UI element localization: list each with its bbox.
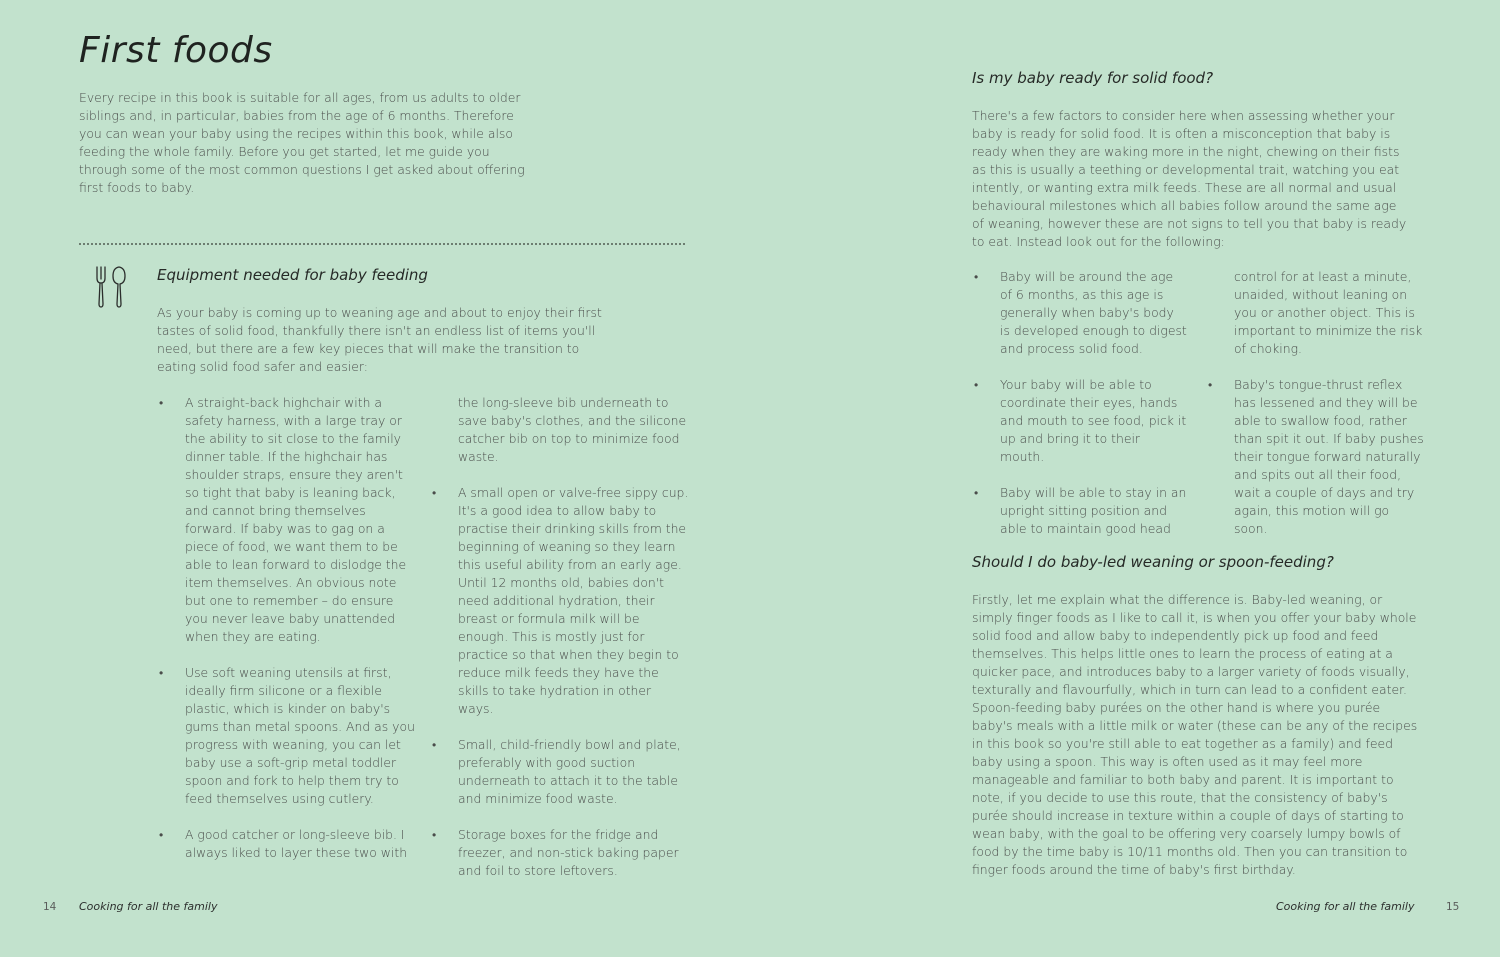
list-item: • A straight-back highchair with a safety harness, with a large tray or the ability to sit close to the family dinner table. If the highchair has shoulder straps, ensure they aren't so tight that baby is leaning back, and cannot bring themselves forward. If baby was to gag on a piece of food, we want them to be able to lean forward to dislodge the item themselves. An obvious note but one to remember – do ensure you never leave baby unattended when they are eating. <box>159 395 407 644</box>
list-item: • A small open or valve-free sippy cup. It's a good idea to allow baby to practise their drinking skills from the beginning of weaning so they learn this useful ability from an early age. Until 12 months old, babies don't need additional hydration, their breast or formula milk will be enough. This is mostly just for practice so that when they begin to reduce milk feeds they have the skills to take hydration in other ways. <box>432 485 689 716</box>
footer-left: Cooking for all the family <box>79 900 218 913</box>
list-item: • Baby will be able to stay in an upright sitting position and able to maintain good head <box>974 485 1187 536</box>
fork-spoon-icon <box>92 264 130 310</box>
equipment-heading: Equipment needed for baby feeding <box>157 266 428 284</box>
list-item: • A good catcher or long-sleeve bib. I always liked to layer these two with <box>159 827 408 860</box>
page-number-right: 15 <box>1446 901 1460 913</box>
equipment-list-col2 <box>430 394 690 898</box>
ready-list-col1 <box>972 268 1187 556</box>
ready-paragraph: There's a few factors to consider here when assessing whether your baby is ready for solid food. It is often a misconception that baby is ready when they are waking more in the night, chewing on their fists as this is usually a teething or developmental trait, watching you eat intently, or wanting extra milk feeds. These are all normal and usual behavioural milestones which all babies follow around the same age of weaning, however these are not signs to tell you that baby is ready to eat. Instead look out for the following: <box>972 108 1407 249</box>
list-item: • Baby will be around the age of 6 months, as this age is generally when baby's body is developed enough to digest and process solid food. <box>974 269 1187 356</box>
list-item: • Baby's tongue-thrust reflex has lessened and they will be able to swallow food, rather than spit it out. If baby pushes their tongue forward naturally and spits out all their food, wait a couple of days and try again, this motion will go soon. <box>1208 377 1424 536</box>
ready-list-col2 <box>1206 268 1426 556</box>
list-item: • Storage boxes for the fridge and freezer, and non-stick baking paper and foil to store leftovers. <box>432 827 679 878</box>
list-item: • Your baby will be able to coordinate their eyes, hands and mouth to see food, pick it up and bring it to their mouth. <box>974 377 1187 464</box>
page-title: First foods <box>79 30 273 71</box>
list-item: • Use soft weaning utensils at first, ideally firm silicone or a flexible plastic, which is kinder on baby's gums than metal spoons. And as you progress with weaning, you can let baby use a soft-grip metal toddler spoon and fork to help them try to feed themselves using cutlery. <box>159 665 415 806</box>
dotted-divider <box>79 243 685 245</box>
list-item-continuation: control for at least a minute, unaided, without leaning on you or another object. This is important to minimize the risk of choking. <box>1234 269 1423 356</box>
equipment-intro: As your baby is coming up to weaning age and about to enjoy their first tastes of solid food, thankfully there isn't an endless list of items you'll need, but there are a few key pieces that will make the transition to eating solid food safer and easier: <box>157 305 602 374</box>
intro-paragraph: Every recipe in this book is suitable for all ages, from us adults to older siblings and, in particular, babies from the age of 6 months. Therefore you can wean your baby using the recipes within this book, while also feeding the whole family. Before you get started, let me guide you through some of the most common questions I get asked about offering first foods to baby. <box>79 90 525 195</box>
equipment-list-col1 <box>157 394 417 880</box>
list-item: • Small, child-friendly bowl and plate, preferably with good suction underneath to attach it to the table and minimize food waste. <box>432 737 681 806</box>
blw-paragraph: Firstly, let me explain what the difference is. Baby-led weaning, or simply finger foods as I like to call it, is when you offer your baby whole solid food and allow baby to independently pick up food and feed themselves. This helps little ones to learn the process of eating at a quicker pace, and introduces baby to a larger variety of foods visually, texturally and flavourfully, which in turn can lead to a confident eater. Spoon-feeding baby purées on the other hand is where you purée baby's meals with a little milk or water (these can be any of the recipes in this book so you're still able to eat together as a family) and feed baby using a spoon. This way is often used as it may feel more manageable and familiar to both baby and parent. It is important to note, if you decide to use this route, that the consistency of baby's purée should increase in texture within a couple of days of starting to wean baby, with the goal to be offering very coarsely lumpy bowls of food by the time baby is 10/11 months old. Then you can transition to finger foods around the time of baby's first birthday. <box>972 592 1418 877</box>
footer-right: Cooking for all the family <box>1276 900 1415 913</box>
page-number-left: 14 <box>43 901 57 913</box>
ready-heading: Is my baby ready for solid food? <box>972 69 1214 87</box>
list-item-continuation: the long-sleeve bib underneath to save baby's clothes, and the silicone catcher bib on top to minimize food waste. <box>458 395 687 464</box>
blw-heading: Should I do baby-led weaning or spoon-feeding? <box>972 553 1334 571</box>
